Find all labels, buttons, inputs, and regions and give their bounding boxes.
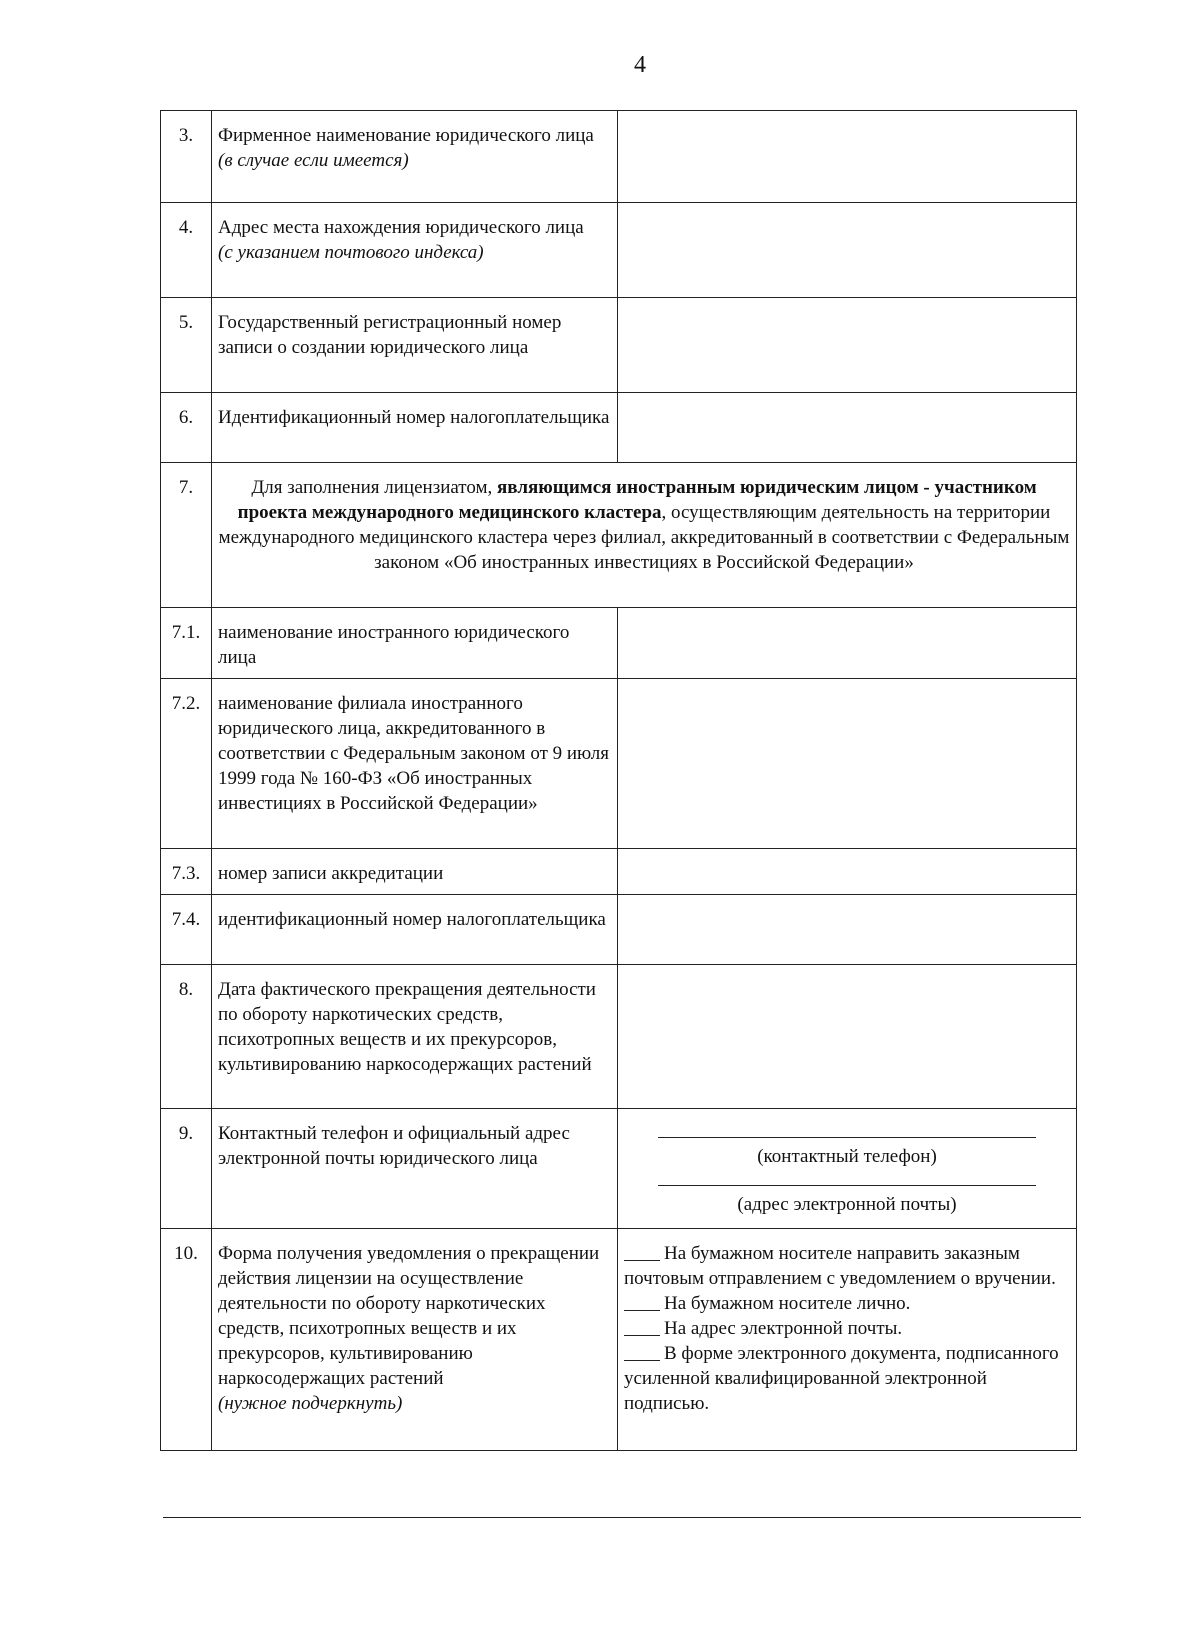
value-cell-branch-name[interactable]	[618, 679, 1077, 849]
row-label	[212, 1229, 618, 1451]
row-label: наименование иностранного юридического лица	[212, 608, 618, 679]
table-row	[161, 298, 1077, 393]
value-cell-termination-date[interactable]	[618, 965, 1077, 1109]
banner-text-pre: Для заполнения лицензиатом,	[251, 477, 498, 498]
value-cell-accreditation-number[interactable]	[618, 849, 1077, 895]
phone-input-line[interactable]	[658, 1137, 1036, 1138]
row-label: Дата фактического прекращения деятельности по обороту наркотических средств, психотропных веществ и их прекурсоров, культивированию наркосодержащих растений	[212, 965, 618, 1109]
value-cell-branch-inn[interactable]	[618, 895, 1077, 965]
section-banner	[212, 463, 1077, 608]
row-number: 5.	[161, 298, 212, 393]
value-cell-ogrn[interactable]	[618, 298, 1077, 393]
table-row	[161, 393, 1077, 463]
row-number: 6.	[161, 393, 212, 463]
row-number: 8.	[161, 965, 212, 1109]
option-email[interactable]: На адрес электронной почты.	[624, 1316, 1070, 1341]
table-row	[161, 111, 1077, 203]
option-blank[interactable]	[624, 1317, 660, 1336]
value-cell-company-name[interactable]	[618, 111, 1077, 203]
row-number: 3.	[161, 111, 212, 203]
email-caption: (адрес электронной почты)	[737, 1194, 957, 1215]
table-row	[161, 965, 1077, 1109]
row-label: идентификационный номер налогоплательщика	[212, 895, 618, 965]
table-row	[161, 463, 1077, 608]
table-row	[161, 679, 1077, 849]
label-text: Фирменное наименование юридического лица	[218, 125, 594, 146]
table-row	[161, 1229, 1077, 1451]
option-paper-mail[interactable]: На бумажном носителе направить заказным почтовым отправлением с уведомлением о вручении.	[624, 1243, 1056, 1289]
contact-cell	[618, 1109, 1077, 1229]
banner-text-post: , осуществляющим деятельность на территории международного медицинского кластера через филиал, аккредитованный в соответствии с Федеральным законом «Об иностранных инвестициях в Российской Федерации»	[218, 502, 1070, 573]
value-cell-foreign-name[interactable]	[618, 608, 1077, 679]
options-cell	[618, 1229, 1077, 1451]
row-label	[212, 111, 618, 203]
form-table	[160, 110, 1077, 1451]
phone-caption: (контактный телефон)	[757, 1146, 937, 1167]
table-row	[161, 1109, 1077, 1229]
table-row	[161, 849, 1077, 895]
label-note: (в случае если имеется)	[218, 150, 409, 171]
value-cell-inn[interactable]	[618, 393, 1077, 463]
table-row	[161, 203, 1077, 298]
row-number: 4.	[161, 203, 212, 298]
footer-divider	[163, 1517, 1081, 1518]
row-label: Государственный регистрационный номер записи о создании юридического лица	[212, 298, 618, 393]
page-number: 4	[634, 52, 646, 78]
option-blank[interactable]	[624, 1292, 660, 1311]
row-label	[212, 203, 618, 298]
email-input-line[interactable]	[658, 1185, 1036, 1186]
value-cell-address[interactable]	[618, 203, 1077, 298]
row-label: наименование филиала иностранного юридического лица, аккредитованного в соответствии с Федеральным законом от 9 июля 1999 года № 160-ФЗ «Об иностранных инвестициях в Российской Федерации»	[212, 679, 618, 849]
label-note: (с указанием почтового индекса)	[218, 242, 484, 263]
row-number: 7.	[161, 463, 212, 608]
banner-text-bold: являющимся иностранным юридическим лицом - участником проекта международного медицинского кластера	[237, 477, 1037, 523]
label-text: Форма получения уведомления о прекращении действия лицензии на осуществление деятельности по обороту наркотических средств, психотропных веществ и их прекурсоров, культивированию наркосодержащих растений	[218, 1243, 600, 1389]
option-electronic-document[interactable]: В форме электронного документа, подписанного усиленной квалифицированной электронной подписью.	[624, 1343, 1059, 1414]
row-number: 10.	[161, 1229, 212, 1451]
table-row	[161, 895, 1077, 965]
table-row	[161, 608, 1077, 679]
row-number: 7.1.	[161, 608, 212, 679]
option-blank[interactable]	[624, 1342, 660, 1361]
option-paper-in-person[interactable]: На бумажном носителе лично.	[624, 1291, 1070, 1316]
row-number: 7.4.	[161, 895, 212, 965]
row-label: Контактный телефон и официальный адрес электронной почты юридического лица	[212, 1109, 618, 1229]
label-text: Адрес места нахождения юридического лица	[218, 217, 584, 238]
row-label: Идентификационный номер налогоплательщика	[212, 393, 618, 463]
option-blank[interactable]	[624, 1242, 660, 1261]
row-label: номер записи аккредитации	[212, 849, 618, 895]
row-number: 7.3.	[161, 849, 212, 895]
row-number: 7.2.	[161, 679, 212, 849]
row-number: 9.	[161, 1109, 212, 1229]
label-note: (нужное подчеркнуть)	[218, 1393, 403, 1414]
